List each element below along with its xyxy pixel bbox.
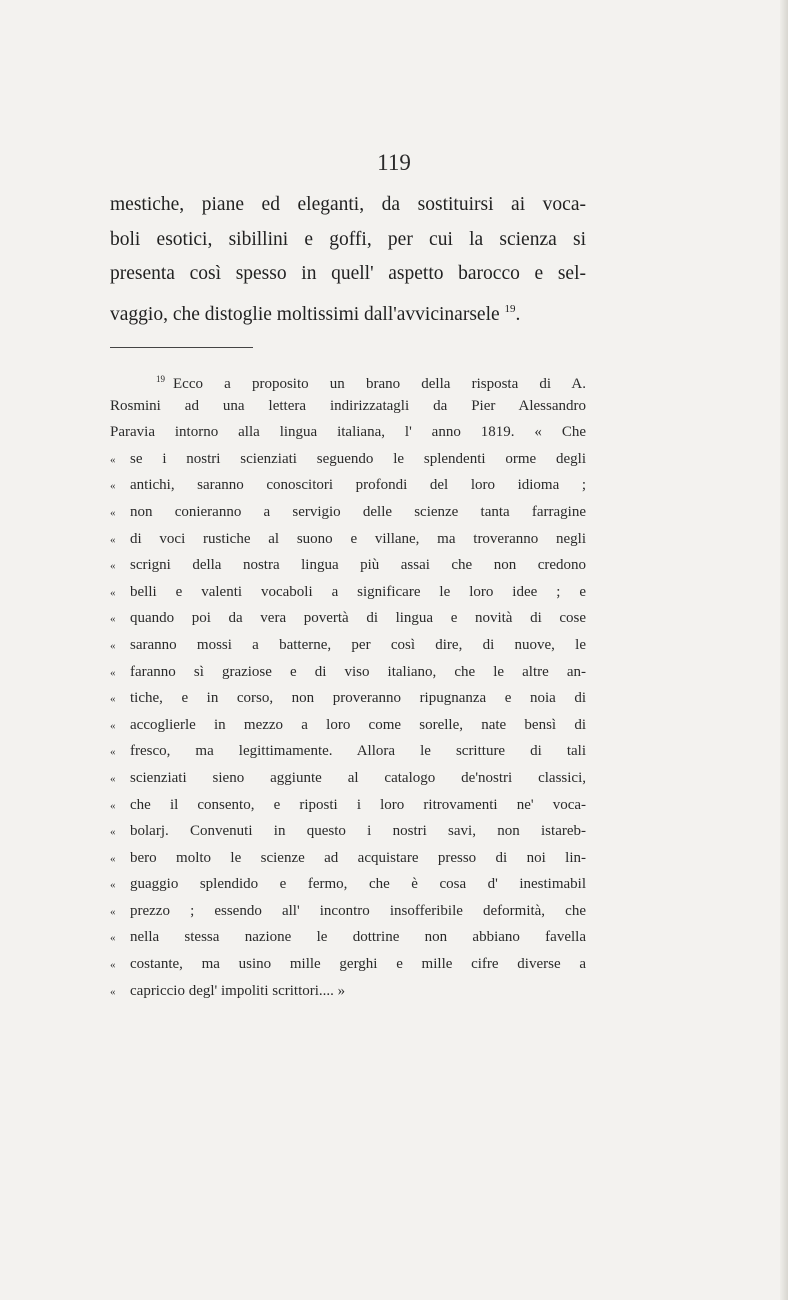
- footnote-quoted-line: [110, 605, 586, 632]
- footnote-quoted-text: accoglierle in mezzo a loro come sorelle, nate bensì di: [130, 716, 586, 733]
- guillemet-mark: «: [110, 613, 116, 626]
- footnote-quoted-line: [110, 446, 586, 473]
- footnote-quoted-text: se i nostri scienziati seguendo le splendenti orme degli: [130, 450, 586, 467]
- guillemet-mark: «: [110, 533, 116, 546]
- guillemet-mark: «: [110, 480, 116, 493]
- footnote-quoted-line: [110, 818, 586, 845]
- footnote-quoted-line: [110, 712, 586, 739]
- footnote-line: Rosmini ad una lettera indirizzatagli da Pier Alessandro: [110, 397, 586, 414]
- guillemet-mark: «: [110, 985, 116, 998]
- footnote-quoted-text: tiche, e in corso, non proveranno ripugnanza e noia di: [130, 690, 586, 707]
- footnote-marker: 19: [156, 374, 165, 384]
- footnote-quoted-line: [110, 579, 586, 606]
- page-edge-shadow: [780, 0, 788, 1300]
- footnote-quoted-text: prezzo ; essendo all' incontro insofferibile deformità, che: [130, 902, 586, 919]
- footnote-quoted-text: quando poi da vera povertà di lingua e novità di cose: [130, 610, 586, 627]
- footnote-quoted-line: [110, 685, 586, 712]
- footnote-line-text: Ecco a proposito un brano della risposta di A.: [173, 376, 586, 392]
- footnote-quoted-text: costante, ma usino mille gerghi e mille cifre diverse a: [130, 956, 586, 973]
- guillemet-mark: «: [110, 453, 116, 466]
- guillemet-mark: «: [110, 852, 116, 865]
- footnote-quoted-text: nella stessa nazione le dottrine non abbiano favella: [130, 929, 586, 946]
- guillemet-mark: «: [110, 693, 116, 706]
- footnote-quoted-text: belli e valenti vocaboli a significare le loro idee ; e: [130, 583, 586, 600]
- footnote-quoted-line: [110, 738, 586, 765]
- footnote-quotation: [110, 446, 586, 1004]
- guillemet-mark: «: [110, 826, 116, 839]
- guillemet-mark: «: [110, 746, 116, 759]
- footnote-quoted-line: [110, 978, 586, 1005]
- footnote-quoted-line: [110, 871, 586, 898]
- guillemet-mark: «: [110, 772, 116, 785]
- footnote-quoted-text: fresco, ma legittimamente. Allora le scritture di tali: [130, 743, 586, 760]
- footnote-quoted-line: [110, 499, 586, 526]
- footnote: [110, 366, 586, 1004]
- footnote-separator: [110, 347, 253, 348]
- footnote-line: [110, 366, 586, 393]
- guillemet-mark: «: [110, 506, 116, 519]
- footnote-line: Paravia intorno alla lingua italiana, l' anno 1819. « Che: [110, 424, 586, 441]
- guillemet-mark: «: [110, 959, 116, 972]
- body-text: [110, 188, 586, 326]
- page-number: 119: [377, 150, 411, 175]
- guillemet-mark: «: [110, 905, 116, 918]
- footnote-quoted-line: [110, 552, 586, 579]
- footnote-quoted-line: [110, 951, 586, 978]
- guillemet-mark: «: [110, 719, 116, 732]
- footnote-quoted-line: [110, 526, 586, 553]
- footnote-quoted-line: [110, 472, 586, 499]
- body-end-punct: .: [515, 303, 521, 325]
- guillemet-mark: «: [110, 639, 116, 652]
- body-line: mestiche, piane ed eleganti, da sostituirsi ai voca-: [110, 194, 586, 215]
- footnote-quoted-text: scienziati sieno aggiunte al catalogo de'nostri classici,: [130, 769, 586, 786]
- footnote-quoted-text: capriccio degl' impoliti scrittori.... »: [130, 982, 346, 999]
- footnote-quoted-line: [110, 765, 586, 792]
- footnote-quoted-text: saranno mossi a batterne, per così dire, di nuove, le: [130, 636, 586, 653]
- footnote-quoted-text: faranno sì graziose e di viso italiano, che le altre an-: [130, 663, 586, 680]
- footnote-quoted-text: guaggio splendido e fermo, che è cosa d' inestimabil: [130, 876, 586, 893]
- footnote-quoted-line: [110, 632, 586, 659]
- guillemet-mark: «: [110, 666, 116, 679]
- footnote-quoted-text: bolarj. Convenuti in questo i nostri savi, non istareb-: [130, 823, 586, 840]
- guillemet-mark: «: [110, 879, 116, 892]
- footnote-reference: 19: [504, 302, 516, 315]
- footnote-quoted-text: scrigni della nostra lingua più assai che non credono: [130, 557, 586, 574]
- body-line: boli esotici, sibillini e goffi, per cui la scienza si: [110, 228, 586, 250]
- body-line-last: [110, 292, 586, 327]
- footnote-quoted-text: non conieranno a servigio delle scienze tanta farragine: [130, 503, 586, 520]
- footnote-quoted-text: antichi, saranno conoscitori profondi del loro idioma ;: [130, 477, 586, 494]
- body-line-text: vaggio, che distoglie moltissimi dall'avvicinarsele: [110, 303, 500, 325]
- guillemet-mark: «: [110, 799, 116, 812]
- footnote-quoted-line: [110, 924, 586, 951]
- footnote-quoted-text: che il consento, e riposti i loro ritrovamenti ne' voca-: [130, 796, 586, 813]
- footnote-quoted-line: [110, 659, 586, 686]
- footnote-quoted-text: bero molto le scienze ad acquistare presso di noi lin-: [130, 849, 586, 866]
- footnote-quoted-text: di voci rustiche al suono e villane, ma troveranno negli: [130, 530, 586, 547]
- footnote-quoted-line: [110, 898, 586, 925]
- footnote-quoted-line: [110, 845, 586, 872]
- guillemet-mark: «: [110, 932, 116, 945]
- body-line: presenta così spesso in quell' aspetto barocco e sel-: [110, 263, 586, 284]
- guillemet-mark: «: [110, 586, 116, 599]
- guillemet-mark: «: [110, 560, 116, 573]
- footnote-quoted-line: [110, 792, 586, 819]
